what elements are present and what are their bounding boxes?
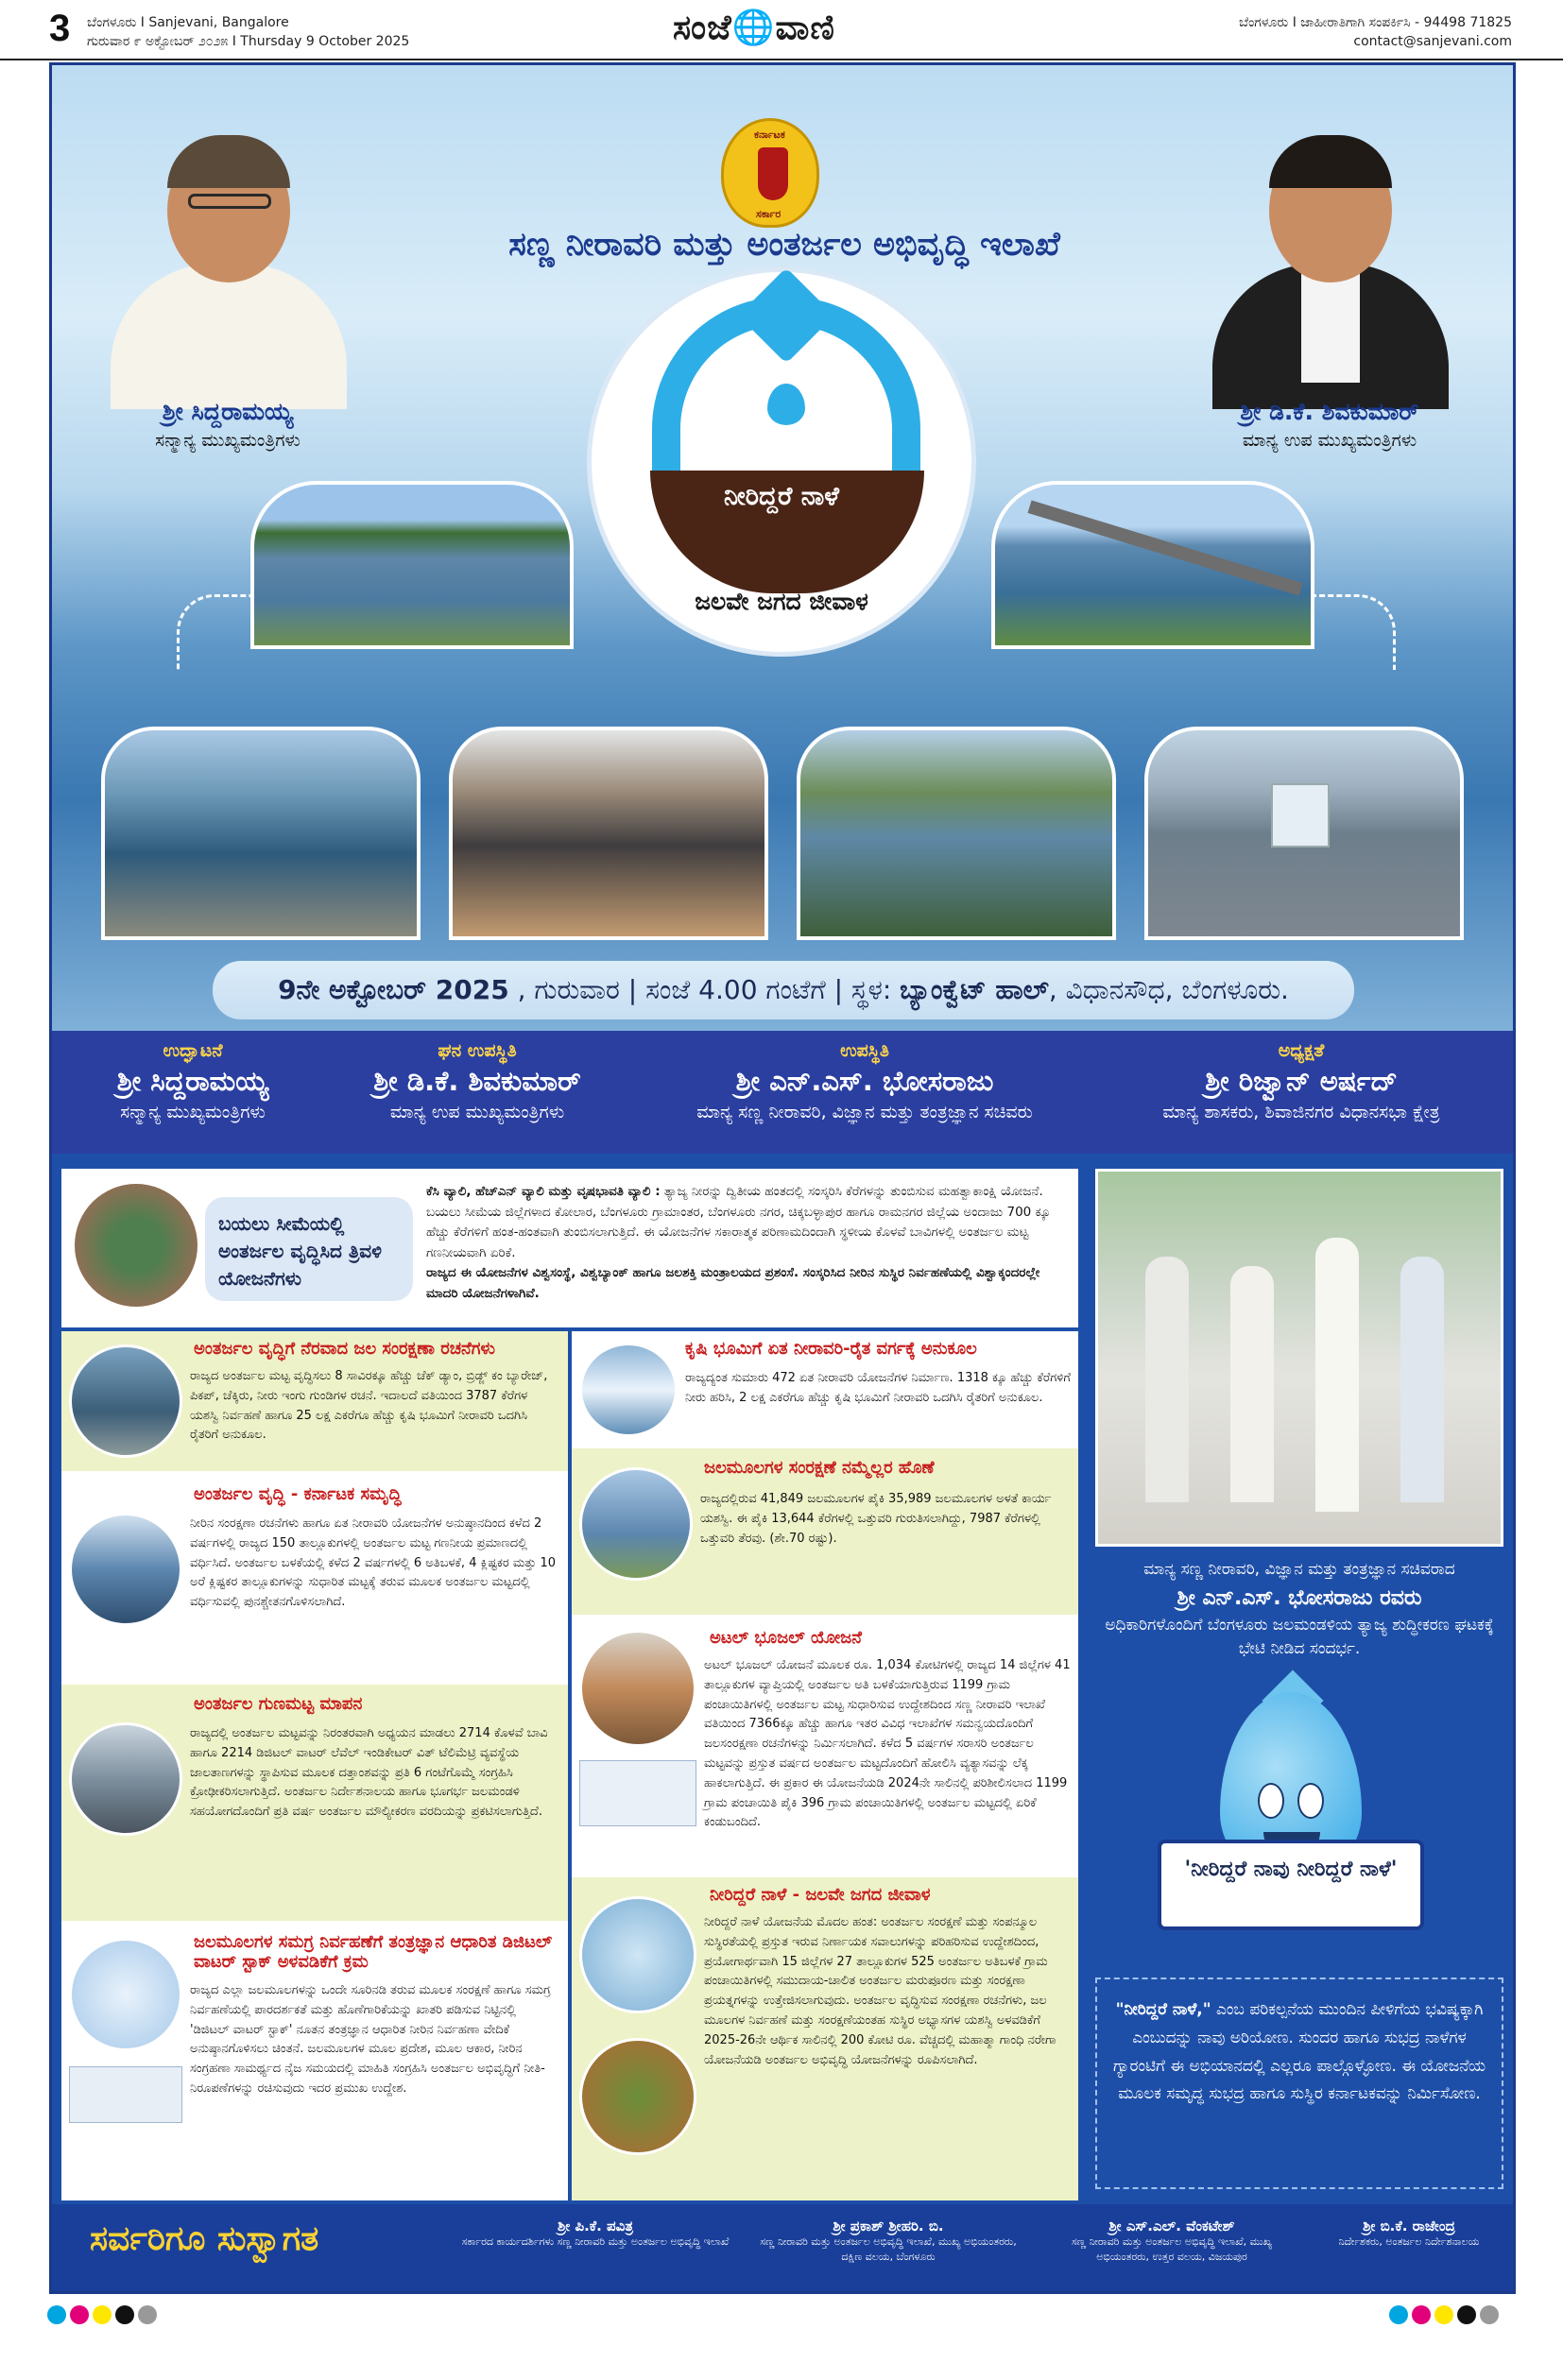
official-1: ಶ್ರೀ ಪಿ.ಕೆ. ಪವಿತ್ರ ಸರ್ಕಾರದ ಕಾರ್ಯದರ್ಶಿಗಳು ಸಣ್ಣ ನೀರಾವರಿ ಮತ್ತು ಅಂತರ್ಜಲ ಅಭಿವೃದ್ಧಿ ಇಲಾಖೆ: [461, 2217, 730, 2248]
event-details: [213, 961, 1354, 1019]
bridge-barrage-photo: [991, 481, 1314, 649]
campaign-logo: [587, 267, 976, 657]
digital-water-stack-icon: [69, 1938, 182, 2051]
hero-banner: [52, 65, 1513, 1031]
article: ಅಂತರ್ಜಲ ವೃದ್ಧಿಗೆ ನೆರವಾದ ಜಲ ಸಂರಕ್ಷಣಾ ರಚನೆಗಳು ರಾಜ್ಯದ ಅಂತರ್ಜಲ ಮಟ್ಟ ವೃದ್ಧಿಸಲು 8 ಸಾವಿರಕ್ಕೂ ಹೆಚ್ಚು ಚೆಕ್ ಡ್ಯಾಂ, ಬ್ರಿಡ್ಜ್ ಕಂ ಬ್ಯಾರೇಜ್, ಪಿಕಪ್, ಚೆಕ್ಕಿರು, ನೀರು ಇಂಗು ಗುಂಡಿಗಳ ರಚನೆ. ಇದಾಲದೆ ವತಿಯಿಂದ 3787 ಕೆರೆಗಳ ಯಶಸ್ವಿ ನಿರ್ವಹಣೆ ಹಾಗೂ 25 ಲಕ್ಷ ಎಕರೆಗೂ ಹೆಚ್ಚು ಕೃಷಿ ಭೂಮಿಗೆ ನೀರಾವರಿ ಒದಗಿಸಿ ರೈತರಿಗೆ ಅನುಕೂಲ.: [61, 1331, 568, 1471]
water-body-photo: [75, 1184, 198, 1307]
cmyk-registration-marks: [47, 2305, 189, 2330]
river-barrage-photo: [797, 727, 1116, 940]
cm-portrait: [101, 103, 356, 405]
article: ನೀರಿದ್ದರೆ ನಾಳೆ - ಜಲವೇ ಜಗದ ಜೀವಾಳ ನೀರಿದ್ದರೆ ನಾಳೆ ಯೋಜನೆಯ ಮೊದಲ ಹಂತ: ಅಂತರ್ಜಲ ಸಂರಕ್ಷಣೆ ಮತ್ತು ಸಂಪನ್ಮೂಲ ಸುಸ್ಥಿರತೆಯಲ್ಲಿ ಪ್ರಸ್ತುತ ಇರುವ ನಿರ್ಣಾಯಕ ಸವಾಲುಗಳನ್ನು ಪರಿಹರಿಸುವ ಉದ್ದೇಶದಿಂದ, ಪ್ರಯೋಗಾರ್ಥವಾಗಿ 15 ಜಿಲ್ಲೆಗಳ 27 ತಾಲ್ಲೂಕುಗಳ 525 ಅಂತರ್ಜಲ ಅತಿಬಳಕೆ ಗ್ರಾಮ ಪಂಚಾಯಿತಿಗಳಲ್ಲಿ ಸಮುದಾಯ-ಚಾಲಿತ ಅಂತರ್ಜಲ ಮರುಪೂರಣ ಮತ್ತು ಸಂರಕ್ಷಣಾ ಪ್ರಯತ್ನಗಳನ್ನು ಉತ್ತೇಜಿಸಲಾಗುವುದು. ಅಂತರ್ಜಲ ವೃದ್ಧಿಸುವ ಸಂರಕ್ಷಣಾ ರಚನೆಗಳು, ಜಲ ಮೂಲಗಳ ನಿರ್ವಹಣೆ ಮತ್ತು ಸಂರಕ್ಷಣೆಯಂತಹ ಸುಸ್ಥಿರ ಅಭ್ಯಾಸಗಳ ಯಶಸ್ವಿ ಅಳವಡಿಕೆಗೆ 2025-26ನೇ ಆರ್ಥಿಕ ಸಾಲಿನಲ್ಲಿ 200 ಕೋಟಿ ರೂ. ವೆಚ್ಚದಲ್ಲಿ ಮಹಾತ್ಮಾ ಗಾಂಧಿ ನರೇಗಾ ಯೋಜನೆಯಡಿ ಅಂತರ್ಜಲ ಅಭಿವೃದ್ಧಿ ಯೋಜನೆಗಳನ್ನು ರೂಪಿಸಲಾಗಿದೆ.: [572, 1877, 1078, 2200]
article: ಅಟಲ್ ಭೂಜಲ್ ಯೋಜನೆ ಅಟಲ್ ಭೂಜಲ್ ಯೋಜನೆ ಮೂಲಕ ರೂ. 1,034 ಕೋಟಿಗಳಲ್ಲಿ ರಾಜ್ಯದ 14 ಜಿಲ್ಲೆಗಳ 41 ತಾಲ್ಲೂಕುಗಳ ವ್ಯಾಪ್ತಿಯಲ್ಲಿ ಅಂತರ್ಜಲ ಅತಿ ಬಳಕೆಯಾಗುತ್ತಿರುವ 1199 ಗ್ರಾಮ ಪಂಚಾಯಿತಿಗಳಲ್ಲಿ ಅಂತರ್ಜಲ ಮಟ್ಟ ಸುಧಾರಿಸುವ ಉದ್ದೇಶದಿಂದ ಸಣ್ಣ ನೀರಾವರಿ ಇಲಾಖೆ ವತಿಯಿಂದ 7366ಕ್ಕೂ ಹೆಚ್ಚು ಹಾಗೂ ಇತರ ವಿವಿಧ ಇಲಾಖೆಗಳ ಸಮನ್ವಯದೊಂದಿಗೆ ಜಲಸಂರಕ್ಷಣಾ ರಚನೆಗಳನ್ನು ನಿರ್ಮಿಸಲಾಗಿದೆ. ಕಳೆದ 5 ವರ್ಷಗಳ ಸರಾಸರಿ ಅಂತರ್ಜಲ ಮಟ್ಟವನ್ನು ಪ್ರಸ್ತುತ ವರ್ಷದ ಅಂತರ್ಜಲ ಮಟ್ಟದೊಂದಿಗೆ ಹೋಲಿಸಿ ವ್ಯತ್ಯಾಸವನ್ನು ಲೆಕ್ಕ ಹಾಕಲಾಗುತ್ತಿದೆ. ಈ ಪ್ರಕಾರ ಈ ಯೋಜನೆಯಡಿ 2024ನೇ ಸಾಲಿನಲ್ಲಿ ಪರಿಶೀಲಿಸಲಾದ 1199 ಗ್ರಾಮ ಪಂಚಾಯಿತಿ ಪೈಕಿ 396 ಗ್ರಾಮ ಪಂಚಾಯಿತಿಗಳಲ್ಲಿ ಅಂತರ್ಜಲ ಮಟ್ಟದಲ್ಲಿ ಏರಿಕೆ ಕಂಡುಬಂದಿದೆ.: [572, 1618, 1078, 1874]
dotted-connector: [177, 594, 262, 670]
tree-roots-photo: [579, 2038, 696, 2155]
campaign-tagline: ಜಲವೇ ಜಗದ ಜೀವಾಳ: [695, 588, 868, 615]
official-4: ಶ್ರೀ ಬಿ.ಕೆ. ರಾಜೇಂದ್ರ ನಿರ್ದೇಶಕರು, ಅಂತರ್ಜಲ ನಿರ್ದೇಶನಾಲಯ: [1338, 2217, 1480, 2248]
intro-box: [61, 1169, 1078, 1327]
event-location: , ವಿಧಾನಸೌಧ, ಬೆಂಗಳೂರು.: [1048, 974, 1289, 1005]
newspaper-logo: ಸಂಜೆ🌐ವಾಣಿ: [673, 8, 835, 47]
hands-water-photo: [579, 1896, 696, 2013]
masthead-email: contact@sanjevani.com: [1353, 34, 1512, 49]
officials-inspection-photo: [449, 727, 768, 940]
article: ಕೃಷಿ ಭೂಮಿಗೆ ಏತ ನೀರಾವರಿ-ರೈತ ವರ್ಗಕ್ಕೆ ಅನುಕೂಲ ರಾಜ್ಯದ್ಯಂತ ಸುಮಾರು 472 ಏತ ನೀರಾವರಿ ಯೋಜನೆಗಳ ನಿರ್ಮಾಣ. 1318 ಕ್ಕೂ ಹೆಚ್ಚು ಕೆರೆಗಳಿಗೆ ನೀರು ಹರಿಸಿ, 2 ಲಕ್ಷ ಎಕರೆಗೂ ಹೆಚ್ಚು ಕೃಷಿ ಭೂಮಿಗೆ ನೀರಾವರಿ ಒದಗಿಸಿ ರೈತರಿಗೆ ಅನುಕೂಲ.: [572, 1331, 1078, 1445]
monitoring-device-photo: [69, 1722, 182, 1836]
cmyk-registration-marks: [1389, 2305, 1531, 2330]
middle-column: [572, 1331, 1078, 2200]
page-number: 3: [49, 8, 71, 49]
cm-role: ಸನ್ಮಾನ್ಯ ಮುಖ್ಯಮಂತ್ರಿಗಳು: [155, 430, 301, 451]
lake-body-photo: [579, 1467, 693, 1581]
droplet-icon: [767, 384, 805, 425]
event-date: 9ನೇ ಅಕ್ಟೋಬರ್ 2025: [278, 974, 509, 1005]
masthead-ad-contact: ಬೆಂಗಳೂರು I ಜಾಹೀರಾತಿಗಾಗಿ ಸಂಪರ್ಕಿಸಿ - 94498 71825: [1238, 15, 1512, 30]
canal-photo: [579, 1343, 678, 1437]
dam-photo: [69, 1344, 182, 1458]
guest-inauguration: ಉದ್ಘಾಟನೆ ಶ್ರೀ ಸಿದ್ದರಾಮಯ್ಯ ಸನ್ಮಾನ್ಯ ಮುಖ್ಯಮಂತ್ರಿಗಳು: [116, 1040, 269, 1122]
check-dam-photo: [101, 727, 421, 940]
guest-presence: ಘನ ಉಪಸ್ಥಿತಿ ಶ್ರೀ ಡಿ.ಕೆ. ಶಿವಕುಮಾರ್ ಮಾನ್ಯ ಉಪ ಮುಖ್ಯಮಂತ್ರಿಗಳು: [373, 1040, 581, 1122]
emblem-shield: [758, 147, 788, 200]
guest-list: [52, 1031, 1513, 1154]
dcm-role: ಮಾನ್ಯ ಉಪ ಮುಖ್ಯಮಂತ್ರಿಗಳು: [1242, 430, 1417, 451]
dashboard-thumbnail: [69, 2066, 182, 2123]
article: ಜಲಮೂಲಗಳ ಸಮಗ್ರ ನಿರ್ವಹಣೆಗೆ ತಂತ್ರಜ್ಞಾನ ಆಧಾರಿತ ಡಿಜಿಟಲ್ ವಾಟರ್ ಸ್ಟಾಕ್ ಅಳವಡಿಕೆಗೆ ಕ್ರಮ ರಾಜ್ಯದ ಎಲ್ಲಾ ಜಲಮೂಲಗಳನ್ನು ಒಂದೇ ಸೂರಿನಡಿ ತರುವ ಮೂಲಕ ಸಂರಕ್ಷಣೆ ಹಾಗೂ ಸಮಗ್ರ ನಿರ್ವಹಣೆಯಲ್ಲಿ ಪಾರದರ್ಶಕತೆ ಮತ್ತು ಹೊಣೆಗಾರಿಕೆಯನ್ನು ಖಾತರಿ ಪಡಿಸುವ ನಿಟ್ಟಿನಲ್ಲಿ 'ಡಿಜಿಟಲ್ ವಾಟರ್ ಸ್ಟಾಕ್' ನೂತನ ತಂತ್ರಜ್ಞಾನ ಆಧಾರಿತ ನೀರಿನ ನಿರ್ವಹಣಾ ವೇದಿಕೆ ಅನುಷ್ಠಾನಗೊಳಿಸಲು ಚಿಂತನೆ. ಜಲಮೂಲಗಳ ಮೂಲ ಪ್ರದೇಶ, ಮೂಲ ಆಕಾರ, ನೀರಿನ ಸಂಗ್ರಹಣಾ ಸಾಮರ್ಥ್ಯದ ನೈಜ ಸಮಯದಲ್ಲಿ ಮಾಹಿತಿ ಸಂಗ್ರಹಿಸಿ ಅಂತರ್ಜಲ ಅಭಿವೃದ್ಧಿಗೆ ನೀತಿ-ನಿರೂಪಣೆಗಳನ್ನು ರಚಿಸುವುದು ಇದರ ಪ್ರಮುಖ ಉದ್ದೇಶ.: [61, 1925, 568, 2200]
karnataka-emblem-icon: ಕರ್ನಾಟಕ ಸರ್ಕಾರ: [721, 118, 819, 228]
groundwater-chart-thumbnail: [579, 1760, 696, 1826]
advertisement: [49, 62, 1516, 2294]
left-column: [61, 1331, 568, 2200]
welcome-text: ಸರ್ವರಿಗೂ ಸುಸ್ವಾಗತ: [90, 2219, 319, 2258]
dcm-name: ಶ್ರೀ ಡಿ.ಕೆ. ಶಿವಕುಮಾರ್: [1240, 398, 1419, 425]
article: ಜಲಮೂಲಗಳ ಸಂರಕ್ಷಣೆ ನಮ್ಮೆಲ್ಲರ ಹೊಣೆ ರಾಜ್ಯದಲ್ಲಿರುವ 41,849 ಜಲಮೂಲಗಳ ಪೈಕಿ 35,989 ಜಲಮೂಲಗಳ ಅಳತೆ ಕಾರ್ಯ ಯಶಸ್ವಿ. ಈ ಪೈಕಿ 13,644 ಕೆರೆಗಳಲ್ಲಿ ಒತ್ತುವರಿ ಗುರುತಿಸಲಾಗಿದ್ದು, 7987 ಕೆರೆಗಳಲ್ಲಿ ಒತ್ತುವರಿ ತೆರವು. (ಶೇ.70 ರಷ್ಟು).: [572, 1448, 1078, 1615]
event-time: , ಗುರುವಾರ | ಸಂಜೆ 4.00 ಗಂಟೆಗೆ | ಸ್ಥಳ:: [508, 974, 901, 1005]
article: ಅಂತರ್ಜಲ ವೃದ್ಧಿ - ಕರ್ನಾಟಕ ಸಮೃದ್ಧಿ ನೀರಿನ ಸಂರಕ್ಷಣಾ ರಚನೆಗಳು ಹಾಗೂ ಏತ ನೀರಾವರಿ ಯೋಜನೆಗಳ ಅನುಷ್ಠಾನದಿಂದ ಕಳೆದ 2 ವರ್ಷಗಳಲ್ಲಿ ರಾಜ್ಯದ 150 ತಾಲ್ಲೂಕುಗಳಲ್ಲಿ ಅಂತರ್ಜಲ ಮಟ್ಟ ಗಣನೀಯ ಪ್ರಮಾಣದಲ್ಲಿ ವರ್ಧಿಸಿದೆ. ಅಂತರ್ಜಲ ಬಳಕೆಯಲ್ಲಿ ಕಳೆದ 2 ವರ್ಷಗಳಲ್ಲಿ 6 ಅತಿಬಳಕೆ, 4 ಕ್ಲಿಷ್ಟಕರ ಮತ್ತು 10 ಅರೆ ಕ್ಲಿಷ್ಟಕರ ತಾಲ್ಲೂಕುಗಳನ್ನು ಸುಧಾರಿತ ಮಟ್ಟಕ್ಕೆ ತರುವ ಮೂಲಕ ಅಂತರ್ಜಲ ಮಟ್ಟದಲ್ಲಿ ವರ್ಧಿಸುವಲ್ಲಿ ಪುನಶ್ಚೇತನಗೊಳಿಸಲಾಗಿದೆ.: [61, 1475, 568, 1681]
photo-caption: ಮಾನ್ಯ ಸಣ್ಣ ನೀರಾವರಿ, ವಿಜ್ಞಾನ ಮತ್ತು ತಂತ್ರಜ್ಞಾನ ಸಚಿವರಾದ ಶ್ರೀ ಎನ್.ಎಸ್. ಭೋಸರಾಜು ರವರು ಅಧಿಕಾರಿಗಳೊಂದಿಗೆ ಬೆಂಗಳೂರು ಜಲಮಂಡಳಿಯ ತ್ಯಾಜ್ಯ ಶುದ್ಧೀಕರಣ ಘಟಕಕ್ಕೆ ಭೇಟಿ ನೀಡಿದ ಸಂದರ್ಭ.: [1105, 1560, 1494, 1658]
mascot-signboard: 'ನೀರಿದ್ದರೆ ನಾವು ನೀರಿದ್ದರೆ ನಾಳೆ': [1158, 1840, 1424, 1930]
event-venue: ಬ್ಯಾಂಕ್ವೆಟ್ ಹಾಲ್: [900, 974, 1049, 1005]
dotted-connector: [1311, 594, 1396, 670]
campaign-slogan: ನೀರಿದ್ದರೆ ನಾಳೆ: [724, 482, 839, 511]
cm-name: ಶ್ರೀ ಸಿದ್ದರಾಮಯ್ಯ: [162, 398, 294, 425]
pledge-text: "ನೀರಿದ್ದರೆ ನಾಳೆ," ಎಂಬ ಪರಿಕಲ್ಪನೆಯ ಮುಂದಿನ ಪೀಳಿಗೆಯ ಭವಿಷ್ಯಕ್ಕಾಗಿ ಎಂಬುದನ್ನು ನಾವು ಅರಿಯೋಣ. ಸುಂದರ ಹಾಗೂ ಸುಭದ್ರ ನಾಳೆಗಳ ಗ್ಯಾರಂಟಿಗೆ ಈ ಅಭಿಯಾನದಲ್ಲಿ ಎಲ್ಲರೂ ಪಾಲ್ಗೊಳ್ಳೋಣ. ಈ ಯೋಜನೆಯ ಮೂಲಕ ಸಮೃದ್ಧ ಸುಭದ್ರ ಹಾಗೂ ಸುಸ್ಥಿರ ಕರ್ನಾಟಕವನ್ನು ನಿರ್ಮಿಸೋಣ.: [1095, 1978, 1503, 2189]
treatment-plant-photo: [1144, 727, 1464, 940]
community-meeting-photo: [579, 1630, 696, 1747]
official-2: ಶ್ರೀ ಪ್ರಕಾಶ್ ಶ್ರೀಹರಿ. ಬಿ. ಸಣ್ಣ ನೀರಾವರಿ ಮತ್ತು ಅಂತರ್ಜಲ ಅಭಿವೃದ್ಧಿ ಇಲಾಖೆ, ಮುಖ್ಯ ಅಭಿಯಂತರರು, ದಕ್ಷಿಣ ವಲಯ, ಬೆಂಗಳೂರು: [760, 2217, 1017, 2263]
masthead-date: ಗುರುವಾರ ೯ ಅಕ್ಟೋಬರ್ ೨೦೨೫ I Thursday 9 October 2025: [87, 34, 410, 49]
glasses-icon: [188, 194, 271, 209]
intro-title: ಬಯಲು ಸೀಮೆಯಲ್ಲಿ ಅಂತರ್ಜಲ ವೃದ್ಧಿಸಿದ ತ್ರಿವಳಿ ಯೋಜನೆಗಳು: [205, 1197, 413, 1301]
guest-attendance: ಉಪಸ್ಥಿತಿ ಶ್ರೀ ಎನ್.ಎಸ್. ಭೋಸರಾಜು ಮಾನ್ಯ ಸಣ್ಣ ನೀರಾವರಿ, ವಿಜ್ಞಾನ ಮತ್ತು ತಂತ್ರಜ್ಞಾನ ಸಚಿವರು: [696, 1040, 1033, 1122]
guest-presiding: ಅಧ್ಯಕ್ಷತೆ ಶ್ರೀ ರಿಜ್ವಾನ್ ಅರ್ಷದ್ ಮಾನ್ಯ ಶಾಸಕರು, ಶಿವಾಜಿನಗರ ವಿಧಾನಸಭಾ ಕ್ಷೇತ್ರ: [1162, 1040, 1440, 1122]
lake-photo: [250, 481, 574, 649]
dcm-portrait: [1203, 103, 1458, 405]
water-pipe-photo: [69, 1513, 182, 1626]
intro-text: ಕೆಸಿ ವ್ಯಾಲಿ, ಹೆಚ್‌ಎನ್ ವ್ಯಾಲಿ ಮತ್ತು ವೃಷಭಾವತಿ ವ್ಯಾಲಿ : ತ್ಯಾಜ್ಯ ನೀರನ್ನು ದ್ವಿತೀಯ ಹಂತದಲ್ಲಿ ಸಂಸ್ಕರಿಸಿ ಕೆರೆಗಳನ್ನು ತುಂಬಿಸುವ ಮಹತ್ವಾಕಾಂಕ್ಷಿ ಯೋಜನೆ. ಬಯಲು ಸೀಮೆಯ ಜಿಲ್ಲೆಗಳಾದ ಕೋಲಾರ, ಬೆಂಗಳೂರು ಗ್ರಾಮಾಂತರ, ಬೆಂಗಳೂರು ನಗರ, ಚಿಕ್ಕಬಳ್ಳಾಪುರ ಹಾಗೂ ರಾಮನಗರ ಜಿಲ್ಲೆಯ ಅಂದಾಜು 700 ಕ್ಕೂ ಹೆಚ್ಚು ಕೆರೆಗಳಿಗೆ ಹಂತ-ಹಂತವಾಗಿ ತುಂಬಿಸಲಾಗುತ್ತಿದೆ. ಈ ಯೋಜನೆಗಳ ಸಕಾರಾತ್ಮಕ ಪರಿಣಾಮದಿಂದಾಗಿ ಸ್ಥಳೀಯ ಕೊಳವೆ ಬಾವಿಗಳಲ್ಲಿ ಅಂತರ್ಜಲ ಮಟ್ಟ ಗಣನೀಯವಾಗಿ ಏರಿಕೆ. ರಾಜ್ಯದ ಈ ಯೋಜನೆಗಳ ವಿಶ್ವಸಂಸ್ಥೆ, ವಿಶ್ವಬ್ಯಾಂಕ್ ಹಾಗೂ ಜಲಶಕ್ತಿ ಮಂತ್ರಾಲಯದ ಪ್ರಶಂಸೆ. ಸಂಸ್ಕರಿಸಿದ ನೀರಿನ ಸುಸ್ಥಿರ ನಿರ್ವಹಣೆಯಲ್ಲಿ ವಿಶ್ವಾಕ್ಕಂದರಲ್ಲೇ ಮಾದರಿ ಯೋಜನೆಗಳಾಗಿವೆ.: [426, 1184, 1051, 1301]
official-3: ಶ್ರೀ ಎಸ್.ಎಲ್. ವೆಂಕಟೇಶ್ ಸಣ್ಣ ನೀರಾವರಿ ಮತ್ತು ಅಂತರ್ಜಲ ಅಭಿವೃದ್ಧಿ ಇಲಾಖೆ, ಮುಖ್ಯ ಅಭಿಯಂತರರು, ಉತ್ತರ ವಲಯ, ವಿಜಯಪುರ: [1071, 2217, 1273, 2263]
department-title: ಸಣ್ಣ ನೀರಾವರಿ ಮತ್ತು ಅಂತರ್ಜಲ ಅಭಿವೃದ್ಧಿ ಇಲಾಖೆ: [508, 226, 1060, 264]
masthead-city: ಬೆಂಗಳೂರು I Sanjevani, Bangalore: [87, 15, 289, 30]
masthead: [0, 0, 1563, 60]
article: ಅಂತರ್ಜಲ ಗುಣಮಟ್ಟ ಮಾಪನ ರಾಜ್ಯದಲ್ಲಿ ಅಂತರ್ಜಲ ಮಟ್ಟವನ್ನು ನಿರಂತರವಾಗಿ ಅಧ್ಯಯನ ಮಾಡಲು 2714 ಕೊಳವೆ ಬಾವಿ ಹಾಗೂ 2214 ಡಿಜಿಟಲ್ ವಾಟರ್ ಲೆವೆಲ್ ಇಂಡಿಕೇಟರ್ ವಿತ್ ಟೆಲಿಮೆಟ್ರಿ ವ್ಯವಸ್ಥೆಯ ಜಾಲತಾಣಗಳನ್ನು ಸ್ಥಾಪಿಸುವ ಮೂಲಕ ದತ್ತಾಂಶವನ್ನು ಪ್ರತಿ 6 ಗಂಟೆಗೊಮ್ಮೆ ಸಂಗ್ರಹಿಸಿ ಕ್ರೋಢೀಕರಿಸಲಾಗುತ್ತಿದೆ. ಅಂತರ್ಜಲ ನಿರ್ದೇಶನಾಲಯ ಹಾಗೂ ಭೂಗರ್ಭ ಜಲಮಂಡಳಿ ಸಹಯೋಗದೊಂದಿಗೆ ಪ್ರತಿ ವರ್ಷ ಅಂತರ್ಜಲ ಮೌಲ್ಯೀಕರಣ ವರದಿಯನ್ನು ಪ್ರಕಟಿಸಲಾಗುತ್ತಿದೆ.: [61, 1685, 568, 1921]
minister-visit-photo: [1095, 1169, 1503, 1547]
